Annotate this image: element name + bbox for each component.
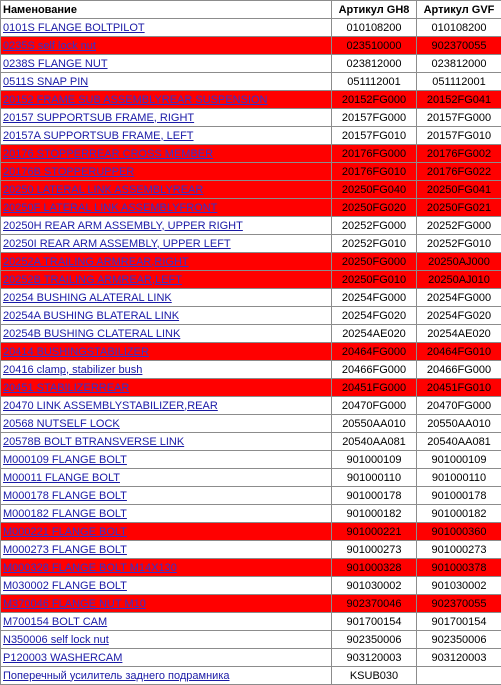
part-name-link[interactable]: 20578B BOLT BTRANSVERSE LINK xyxy=(3,436,184,448)
part-name-link[interactable]: 20254A BUSHING BLATERAL LINK xyxy=(3,310,179,322)
article-gvf-cell xyxy=(417,667,501,685)
article-gh8-cell: 20250FG020 xyxy=(332,199,417,217)
article-gh8-cell: 010108200 xyxy=(332,19,417,37)
article-gvf-cell: 901000273 xyxy=(417,541,501,559)
table-row xyxy=(1,541,501,559)
table-row xyxy=(1,361,501,379)
part-name-link[interactable]: 20176B STOPPERUPPER xyxy=(3,166,134,178)
article-gvf-cell: 20254FG000 xyxy=(417,289,501,307)
table-row xyxy=(1,145,501,163)
article-gvf-cell: 20451FG010 xyxy=(417,379,501,397)
part-name-link[interactable]: M00011 FLANGE BOLT xyxy=(3,472,120,484)
table-row xyxy=(1,163,501,181)
table-row xyxy=(1,271,501,289)
table-row xyxy=(1,433,501,451)
part-name-link[interactable]: M000328 FLANGE BOLT M14X130 xyxy=(3,562,177,574)
part-name-cell xyxy=(1,73,332,91)
article-gh8-cell: KSUB030 xyxy=(332,667,417,685)
part-name-cell xyxy=(1,397,332,415)
article-gvf-cell: 902370055 xyxy=(417,595,501,613)
part-name-cell xyxy=(1,469,332,487)
table-row xyxy=(1,37,501,55)
article-gvf-cell: 20176FG022 xyxy=(417,163,501,181)
part-name-cell xyxy=(1,307,332,325)
article-gvf-cell: 20250FG041 xyxy=(417,181,501,199)
part-name-cell xyxy=(1,613,332,631)
article-gvf-cell: 20254FG020 xyxy=(417,307,501,325)
table-row xyxy=(1,55,501,73)
part-name-link[interactable]: 20416 clamp, stabilizer bush xyxy=(3,364,142,376)
article-gh8-cell: 902350006 xyxy=(332,631,417,649)
table-row xyxy=(1,469,501,487)
article-gvf-cell: 20550AA010 xyxy=(417,415,501,433)
table-row xyxy=(1,577,501,595)
part-name-cell xyxy=(1,37,332,55)
article-gh8-cell: 901000109 xyxy=(332,451,417,469)
table-row xyxy=(1,253,501,271)
table-body xyxy=(1,19,501,685)
part-name-cell xyxy=(1,325,332,343)
article-gvf-cell: 051112001 xyxy=(417,73,501,91)
part-name-link[interactable]: M000109 FLANGE BOLT xyxy=(3,454,127,466)
header-row xyxy=(1,1,501,19)
table-row xyxy=(1,631,501,649)
table-row xyxy=(1,109,501,127)
table-row xyxy=(1,235,501,253)
table-row xyxy=(1,667,501,685)
article-gvf-cell: 20250FG021 xyxy=(417,199,501,217)
article-gh8-cell: 20157FG010 xyxy=(332,127,417,145)
part-name-link[interactable]: M700154 BOLT CAM xyxy=(3,616,107,628)
part-name-link[interactable]: 20250F LATERAL LINK ASSEMBLYFRONT xyxy=(3,202,217,214)
part-name-link[interactable]: 20414 BUSHINGSTABILIZER xyxy=(3,346,149,358)
article-gvf-cell: 20254AE020 xyxy=(417,325,501,343)
table-row xyxy=(1,73,501,91)
article-gvf-cell: 20250AJ010 xyxy=(417,271,501,289)
article-gh8-cell: 023812000 xyxy=(332,55,417,73)
part-name-cell xyxy=(1,649,332,667)
part-name-cell xyxy=(1,541,332,559)
article-gh8-cell: 20451FG000 xyxy=(332,379,417,397)
part-name-link[interactable]: 20470 LINK ASSEMBLYSTABILIZER,REAR xyxy=(3,400,218,412)
part-name-cell xyxy=(1,235,332,253)
part-name-cell xyxy=(1,505,332,523)
part-name-cell xyxy=(1,181,332,199)
table-row xyxy=(1,451,501,469)
article-gh8-cell: 20152FG000 xyxy=(332,91,417,109)
article-gvf-cell: 20157FG000 xyxy=(417,109,501,127)
part-name-link[interactable]: M370046 FLANGE NUT M10 xyxy=(3,598,146,610)
table-row xyxy=(1,379,501,397)
article-gvf-cell: 901000109 xyxy=(417,451,501,469)
article-gh8-cell: 20540AA081 xyxy=(332,433,417,451)
article-gvf-cell: 901000360 xyxy=(417,523,501,541)
article-gh8-cell: 20176FG000 xyxy=(332,145,417,163)
article-gvf-cell: 903120003 xyxy=(417,649,501,667)
part-name-cell xyxy=(1,253,332,271)
part-name-cell xyxy=(1,217,332,235)
article-gh8-cell: 20250FG000 xyxy=(332,253,417,271)
table-row xyxy=(1,505,501,523)
part-name-link[interactable]: Поперечный усилитель заднего подрамника xyxy=(3,670,230,682)
part-name-link[interactable]: M000221 FLANGE BOLT xyxy=(3,526,127,538)
article-gvf-cell: 010108200 xyxy=(417,19,501,37)
article-gh8-cell: 901030002 xyxy=(332,577,417,595)
table-row xyxy=(1,415,501,433)
header-name: Наменование xyxy=(1,1,332,19)
article-gh8-cell: 903120003 xyxy=(332,649,417,667)
table-row xyxy=(1,199,501,217)
article-gh8-cell: 20157FG000 xyxy=(332,109,417,127)
part-name-cell xyxy=(1,127,332,145)
part-name-link[interactable]: M000273 FLANGE BOLT xyxy=(3,544,127,556)
part-name-link[interactable]: 20254B BUSHING CLATERAL LINK xyxy=(3,328,180,340)
article-gvf-cell: 901000110 xyxy=(417,469,501,487)
article-gvf-cell: 20540AA081 xyxy=(417,433,501,451)
part-name-cell xyxy=(1,145,332,163)
table-row xyxy=(1,127,501,145)
part-name-cell xyxy=(1,487,332,505)
article-gh8-cell: 20254AE020 xyxy=(332,325,417,343)
part-name-cell xyxy=(1,523,332,541)
article-gh8-cell: 023510000 xyxy=(332,37,417,55)
article-gvf-cell: 20252FG000 xyxy=(417,217,501,235)
part-name-cell xyxy=(1,109,332,127)
article-gh8-cell: 901000328 xyxy=(332,559,417,577)
table-row xyxy=(1,325,501,343)
part-name-link[interactable]: 20568 NUTSELF LOCK xyxy=(3,418,120,430)
article-gvf-cell: 20252FG010 xyxy=(417,235,501,253)
article-gvf-cell: 902370055 xyxy=(417,37,501,55)
table-row xyxy=(1,487,501,505)
table-row xyxy=(1,559,501,577)
article-gvf-cell: 902350006 xyxy=(417,631,501,649)
article-gh8-cell: 901000110 xyxy=(332,469,417,487)
article-gvf-cell: 20176FG002 xyxy=(417,145,501,163)
part-name-cell xyxy=(1,631,332,649)
article-gvf-cell: 20470FG000 xyxy=(417,397,501,415)
part-name-link[interactable]: M000178 FLANGE BOLT xyxy=(3,490,127,502)
part-name-cell xyxy=(1,577,332,595)
part-name-link[interactable]: 20252B TRAILING ARMREAR,LEFT xyxy=(3,274,182,286)
part-name-link[interactable]: 20250I REAR ARM ASSEMBLY, UPPER LEFT xyxy=(3,238,231,250)
part-name-cell xyxy=(1,595,332,613)
part-name-cell xyxy=(1,91,332,109)
part-name-cell xyxy=(1,343,332,361)
part-name-link[interactable]: 0511S SNAP PIN xyxy=(3,76,88,88)
article-gh8-cell: 20250FG010 xyxy=(332,271,417,289)
header-gh8: Артикул GH8 xyxy=(332,1,417,19)
table-row xyxy=(1,91,501,109)
part-name-link[interactable]: 20254 BUSHING ALATERAL LINK xyxy=(3,292,172,304)
article-gh8-cell: 20550AA010 xyxy=(332,415,417,433)
part-name-cell xyxy=(1,55,332,73)
article-gh8-cell: 20254FG000 xyxy=(332,289,417,307)
article-gh8-cell: 20250FG040 xyxy=(332,181,417,199)
header-gvf: Артикул GVF xyxy=(417,1,501,19)
part-name-cell xyxy=(1,451,332,469)
table-row xyxy=(1,19,501,37)
article-gh8-cell: 901000178 xyxy=(332,487,417,505)
article-gh8-cell: 902370046 xyxy=(332,595,417,613)
article-gh8-cell: 051112001 xyxy=(332,73,417,91)
part-name-cell xyxy=(1,379,332,397)
article-gvf-cell: 901000378 xyxy=(417,559,501,577)
table-row xyxy=(1,397,501,415)
part-name-link[interactable]: 0235S self lock nut xyxy=(3,40,96,52)
article-gvf-cell: 20464FG010 xyxy=(417,343,501,361)
article-gh8-cell: 20464FG000 xyxy=(332,343,417,361)
part-name-link[interactable]: 20157 SUPPORTSUB FRAME, RIGHT xyxy=(3,112,194,124)
part-name-cell xyxy=(1,19,332,37)
part-name-cell xyxy=(1,289,332,307)
part-name-cell xyxy=(1,163,332,181)
part-name-cell xyxy=(1,559,332,577)
part-name-link[interactable]: 20176 STOPPERREAR CROSS MEMBER xyxy=(3,148,213,160)
part-name-cell xyxy=(1,361,332,379)
article-gh8-cell: 20252FG000 xyxy=(332,217,417,235)
part-name-link[interactable]: 20250H REAR ARM ASSEMBLY, UPPER RIGHT xyxy=(3,220,243,232)
table-row xyxy=(1,181,501,199)
article-gh8-cell: 20176FG010 xyxy=(332,163,417,181)
part-name-link[interactable]: 0101S FLANGE BOLTPILOT xyxy=(3,22,145,34)
part-name-link[interactable]: 20250 LATERAL LINK ASSEMBLYREAR xyxy=(3,184,203,196)
article-gh8-cell: 20254FG020 xyxy=(332,307,417,325)
part-name-link[interactable]: M030002 FLANGE BOLT xyxy=(3,580,127,592)
article-gh8-cell: 901000221 xyxy=(332,523,417,541)
article-gh8-cell: 901700154 xyxy=(332,613,417,631)
table-row xyxy=(1,613,501,631)
part-name-cell xyxy=(1,415,332,433)
part-name-cell xyxy=(1,433,332,451)
article-gvf-cell: 20157FG010 xyxy=(417,127,501,145)
article-gh8-cell: 20252FG010 xyxy=(332,235,417,253)
part-name-link[interactable]: 20157A SUPPORTSUB FRAME, LEFT xyxy=(3,130,194,142)
article-gh8-cell: 20470FG000 xyxy=(332,397,417,415)
article-gvf-cell: 20466FG000 xyxy=(417,361,501,379)
table-row xyxy=(1,343,501,361)
part-name-link[interactable]: 0238S FLANGE NUT xyxy=(3,58,108,70)
table-row xyxy=(1,649,501,667)
article-gvf-cell: 901030002 xyxy=(417,577,501,595)
article-gh8-cell: 901000273 xyxy=(332,541,417,559)
part-name-link[interactable]: 20451 STABILIZERREAR xyxy=(3,382,129,394)
part-name-cell xyxy=(1,667,332,685)
part-name-link[interactable]: 20152 FRAME SUB ASSEMBLYREAR SUSPENSION xyxy=(3,94,268,106)
part-name-cell xyxy=(1,199,332,217)
table-row xyxy=(1,217,501,235)
table-row xyxy=(1,523,501,541)
part-name-link[interactable]: N350006 self lock nut xyxy=(3,634,109,646)
article-gvf-cell: 023812000 xyxy=(417,55,501,73)
article-gvf-cell: 901000178 xyxy=(417,487,501,505)
part-name-link[interactable]: 20252A TRAILING ARMREAR,RIGHT xyxy=(3,256,189,268)
table-row xyxy=(1,289,501,307)
article-gvf-cell: 901700154 xyxy=(417,613,501,631)
table-row xyxy=(1,595,501,613)
article-gh8-cell: 901000182 xyxy=(332,505,417,523)
article-gvf-cell: 20152FG041 xyxy=(417,91,501,109)
article-gvf-cell: 20250AJ000 xyxy=(417,253,501,271)
part-name-link[interactable]: M000182 FLANGE BOLT xyxy=(3,508,127,520)
article-gvf-cell: 901000182 xyxy=(417,505,501,523)
part-name-cell xyxy=(1,271,332,289)
part-name-link[interactable]: P120003 WASHERCAM xyxy=(3,652,122,664)
table-row xyxy=(1,307,501,325)
article-gh8-cell: 20466FG000 xyxy=(332,361,417,379)
